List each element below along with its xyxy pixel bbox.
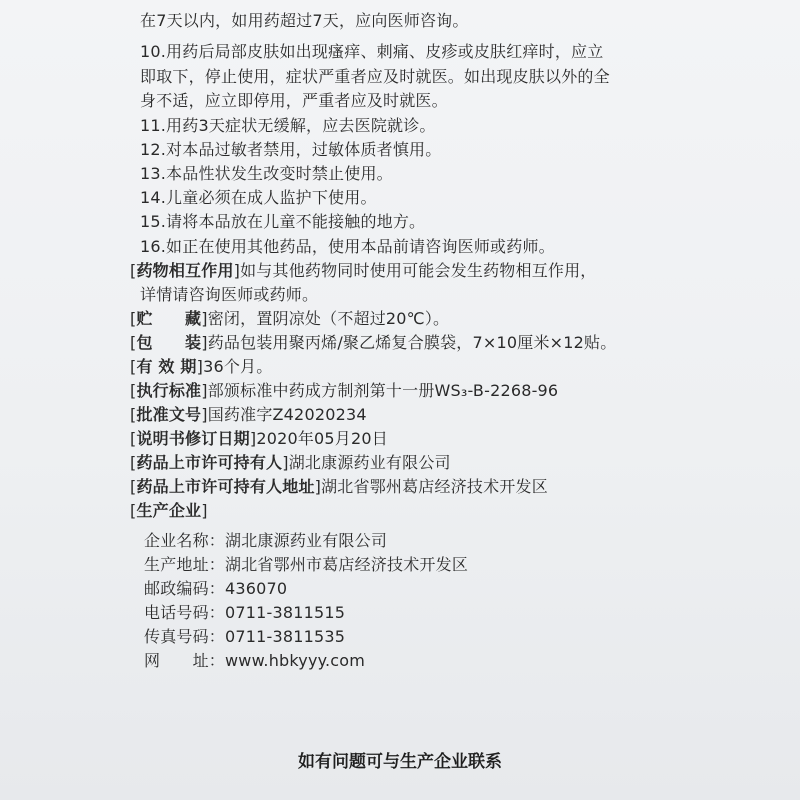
holder-address-label: [ 药品上市许可持有人地址 ] (130, 477, 321, 496)
precaution-line: 身不适，应立即停用，严重者应及时就医。 (140, 91, 448, 110)
company-postcode: 436070 (225, 579, 288, 598)
validity-value: 36个月。 (203, 357, 273, 376)
revision-value: 2020年05月20日 (256, 429, 388, 448)
interaction-label: [ 药物相互作用 ] (130, 261, 240, 280)
storage-value: 密闭，置阴凉处（不超过20℃）。 (207, 309, 450, 328)
company-fax-row (144, 625, 345, 648)
company-phone-row (144, 601, 345, 624)
company-website: www.hbkyyy.com (225, 651, 366, 670)
precaution-line: 即取下，停止使用，症状严重者应及时就医。如出现皮肤以外的全 (140, 67, 610, 86)
standard-row (130, 379, 558, 402)
validity-row (130, 355, 272, 378)
holder-address-row (130, 475, 548, 498)
company-address: 湖北省鄂州市葛店经济技术开发区 (225, 555, 469, 574)
revision-row (130, 427, 388, 450)
company-website-label: 网 址： (144, 651, 226, 670)
standard-label: [ 执行标准 ] (130, 381, 208, 400)
approval-value: 国药准字Z42020234 (207, 405, 367, 424)
storage-row (130, 307, 449, 330)
revision-label: [ 说明书修订日期 ] (130, 429, 256, 448)
approval-label: [ 批准文号 ] (130, 405, 208, 424)
manufacturer-row (130, 499, 208, 522)
company-postcode-label: 邮政编码： (144, 579, 226, 598)
holder-label: [ 药品上市许可持有人 ] (130, 453, 289, 472)
holder-value: 湖北康源药业有限公司 (288, 453, 451, 472)
holder-address-value: 湖北省鄂州葛店经济技术开发区 (321, 477, 548, 496)
holder-row (130, 451, 451, 474)
precaution-line: 10.用药后局部皮肤如出现瘙痒、刺痛、皮疹或皮肤红痒时，应立 (140, 42, 604, 61)
package-value: 药品包装用聚丙烯/聚乙烯复合膜袋，7×10厘米×12贴。 (207, 333, 617, 352)
precaution-line: 15.请将本品放在儿童不能接触的地方。 (140, 212, 426, 231)
company-fax: 0711-3811535 (225, 627, 346, 646)
company-name-label: 企业名称： (144, 531, 226, 550)
standard-value: 部颁标准中药成方制剂第十一册WS₃-B-2268-96 (207, 381, 559, 400)
interaction-row (130, 259, 597, 282)
company-address-label: 生产地址： (144, 555, 226, 574)
interaction-value: 如与其他药物同时使用可能会发生药物相互作用， (240, 261, 597, 280)
precaution-line: 16.如正在使用其他药品，使用本品前请咨询医师或药师。 (140, 237, 555, 256)
validity-label: [ 有 效 期 ] (130, 357, 203, 376)
package-row (130, 331, 616, 354)
company-website-row (144, 649, 365, 672)
precaution-line: 14.儿童必须在成人监护下使用。 (140, 188, 377, 207)
precaution-line: 13.本品性状发生改变时禁止使用。 (140, 164, 393, 183)
company-phone-label: 电话号码： (144, 603, 226, 622)
footer-contact-note: 如有问题可与生产企业联系 (298, 752, 502, 772)
interaction-continuation: 详情请咨询医师或药师。 (140, 285, 319, 304)
precaution-line: 在7天以内，如用药超过7天，应向医师咨询。 (140, 11, 469, 30)
package-label: [ 包 装 ] (130, 333, 208, 352)
approval-row (130, 403, 367, 426)
manufacturer-label: [ 生产企业 ] (130, 501, 208, 520)
company-name: 湖北康源药业有限公司 (225, 531, 388, 550)
company-phone: 0711-3811515 (225, 603, 346, 622)
company-fax-label: 传真号码： (144, 627, 226, 646)
company-postcode-row (144, 577, 287, 600)
precaution-line: 12.对本品过敏者禁用，过敏体质者慎用。 (140, 140, 442, 159)
storage-label: [ 贮 藏 ] (130, 309, 208, 328)
precaution-line: 11.用药3天症状无缓解，应去医院就诊。 (140, 116, 436, 135)
company-name-row (144, 529, 387, 552)
company-address-row (144, 553, 468, 576)
